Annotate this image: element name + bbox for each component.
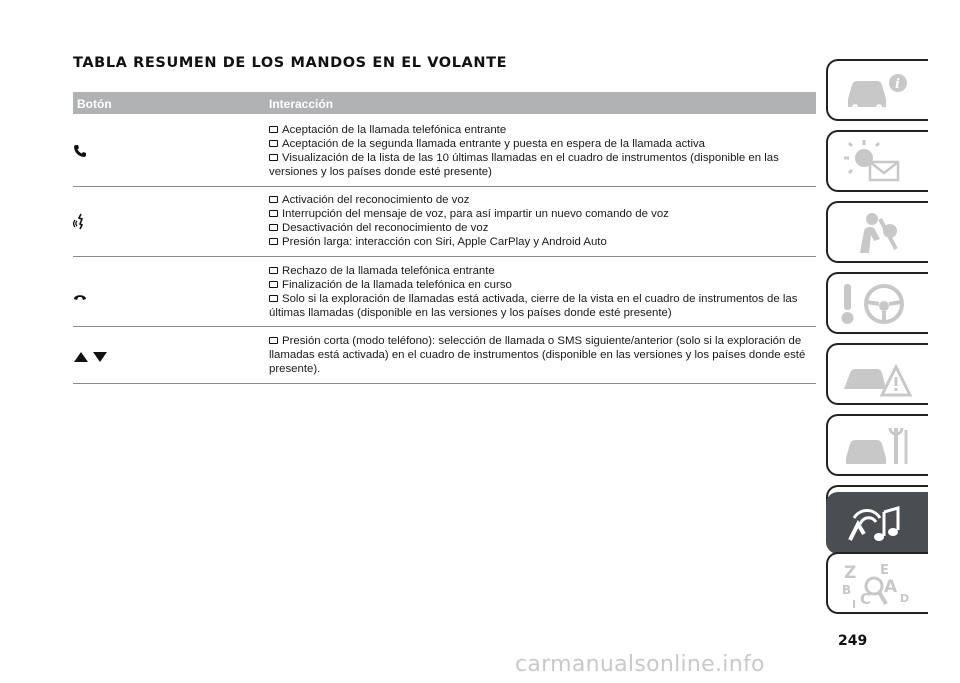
up-down-arrows-icon bbox=[73, 350, 133, 368]
header-interaction: Interacción bbox=[269, 97, 334, 111]
emergency-icon bbox=[840, 351, 918, 399]
interaction-line: Interrupción del mensaje de voz, para así impartir un nuevo comando de voz bbox=[282, 208, 669, 220]
tab-car-info[interactable] bbox=[826, 59, 928, 121]
multimedia-icon bbox=[840, 500, 918, 548]
table-row bbox=[73, 256, 816, 327]
key-steering-icon bbox=[840, 280, 918, 328]
svg-text:i: i bbox=[895, 77, 900, 92]
car-info-icon bbox=[840, 67, 918, 115]
svg-text:C: C bbox=[860, 590, 872, 608]
tab-multimedia[interactable] bbox=[826, 492, 928, 554]
interaction-line: Presión corta (modo teléfono): selección de llamada o SMS siguiente/anterior (solo si la exploración de llamadas está activada) en el cuadro de instrumentos (disponible en las versiones y los países donde esté presente). bbox=[269, 335, 806, 375]
voice-command-icon bbox=[73, 212, 133, 235]
interaction-line: Aceptación de la llamada telefónica entrante bbox=[282, 124, 507, 136]
maintenance-icon bbox=[840, 422, 918, 470]
interaction-line: Desactivación del reconocimiento de voz bbox=[282, 222, 489, 234]
index-icon bbox=[840, 560, 918, 608]
interaction-cell bbox=[269, 123, 814, 179]
tab-index[interactable] bbox=[826, 552, 928, 614]
safety-airbag-icon bbox=[840, 209, 918, 257]
tab-maintenance[interactable] bbox=[826, 414, 928, 476]
table-header bbox=[73, 92, 816, 114]
header-button: Botón bbox=[77, 97, 112, 111]
tab-warning-lights[interactable] bbox=[826, 130, 928, 192]
tab-emergency[interactable] bbox=[826, 343, 928, 405]
tab-starting-driving[interactable] bbox=[826, 272, 928, 334]
svg-text:D: D bbox=[900, 592, 910, 605]
interaction-line: Visualización de la lista de las 10 últimas llamadas en el cuadro de instrumentos (disponible en las versiones y los países donde esté presente) bbox=[269, 152, 779, 178]
svg-text:I: I bbox=[852, 598, 857, 608]
svg-text:B: B bbox=[842, 583, 852, 597]
interaction-line: Presión larga: interacción con Siri, Apple CarPlay y Android Auto bbox=[282, 236, 607, 248]
interaction-cell bbox=[269, 193, 814, 249]
watermark: carmanualsonline.info bbox=[515, 652, 765, 677]
table-row bbox=[73, 186, 816, 257]
interaction-line: Rechazo de la llamada telefónica entrante bbox=[282, 265, 495, 277]
svg-text:Z: Z bbox=[844, 563, 857, 583]
tab-safety[interactable] bbox=[826, 201, 928, 263]
phone-hangup-icon bbox=[73, 288, 133, 306]
interaction-line: Activación del reconocimiento de voz bbox=[282, 194, 470, 206]
interaction-line: Solo si la exploración de llamadas está activada, cierre de la vista en el cuadro de instrumentos de las últimas llamadas (disponible en las versiones y los países donde esté presente) bbox=[269, 293, 798, 319]
svg-text:E: E bbox=[880, 563, 889, 578]
interaction-line: Finalización de la llamada telefónica en curso bbox=[282, 279, 512, 291]
page-title: TABLA RESUMEN DE LOS MANDOS EN EL VOLANTE bbox=[73, 55, 508, 71]
phone-answer-icon bbox=[73, 144, 133, 163]
warning-lights-icon bbox=[840, 138, 918, 186]
svg-text:A: A bbox=[884, 577, 898, 597]
table-row bbox=[73, 120, 816, 187]
page-number: 249 bbox=[838, 633, 868, 649]
table-row bbox=[73, 326, 816, 384]
interaction-line: Aceptación de la segunda llamada entrante y puesta en espera de la llamada activa bbox=[282, 138, 705, 150]
interaction-cell bbox=[269, 264, 814, 320]
interaction-cell bbox=[269, 334, 814, 376]
